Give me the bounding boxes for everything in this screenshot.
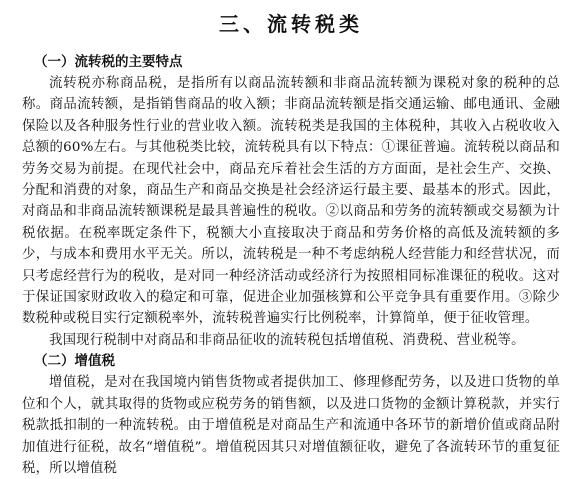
paragraph-2: 我国现行税制中对商品和非商品征收的流转税包括增值税、消费税、营业税等。 xyxy=(49,332,525,348)
section-heading-2: （二）增值税 xyxy=(34,353,115,370)
document-title: 三、流转税类 xyxy=(219,12,363,36)
paragraph-1: 流转税亦称商品税，是指所有以商品流转额和非商品流转额为课税对象的税种的总称。商品流转额，是指销售商品的收入额；非商品流转额是指交通运输、邮电通讯、金融保险以及各种服务性行业的营业收入额。流转税类是我国的主体税种，其收入占税收收入总额的60%左右。与其他税类比较，流转税具有以下特点：①课征普遍。流转税以商品和劳务交易为前提。在现代社会中，商品充斥着社会生活的方方面面，是社会生产、交换、分配和消费的对象，商品生产和商品交换是社会经济运行最主要、最基本的形式。因此，对商品和非商品流转额课税是最具普遍性的税收。②以商品和劳务的流转额或交易额为计税依据。在税率既定条件下，税额大小直接取决于商品和劳务价格的高低及流转额的多少，与成本和费用水平无关。所以，流转税是一种不考虑纳税人经营能力和经营状况，而只考虑经营行为的税收，是对同一种经济活动或经济行为按照相同标准课征的税收。这对于保证国家财政收入的稳定和可靠，促进企业加强核算和公平竞争具有重要作用。③除少数税种或税目实行定额税率外，流转税普遍实行比例税率，计算简单，便于征收管理。 xyxy=(22,76,560,327)
paragraph-3: 增值税，是对在我国境内销售货物或者提供加工、修理修配劳务，以及进口货物的单位和个人，就其取得的货物或应税劳务的销售额，以及进口货物的金额计算税款，并实行税款抵扣制的一种流转税。由于增值税是对商品生产和流通中各环节的新增价值或商品附加值进行征税，故名“增值税”。增值税因其只对增值额征收，避免了各流转环节的重复征税，所以增值税 xyxy=(22,375,560,476)
section-heading-1: （一）流转税的主要特点 xyxy=(34,54,183,70)
